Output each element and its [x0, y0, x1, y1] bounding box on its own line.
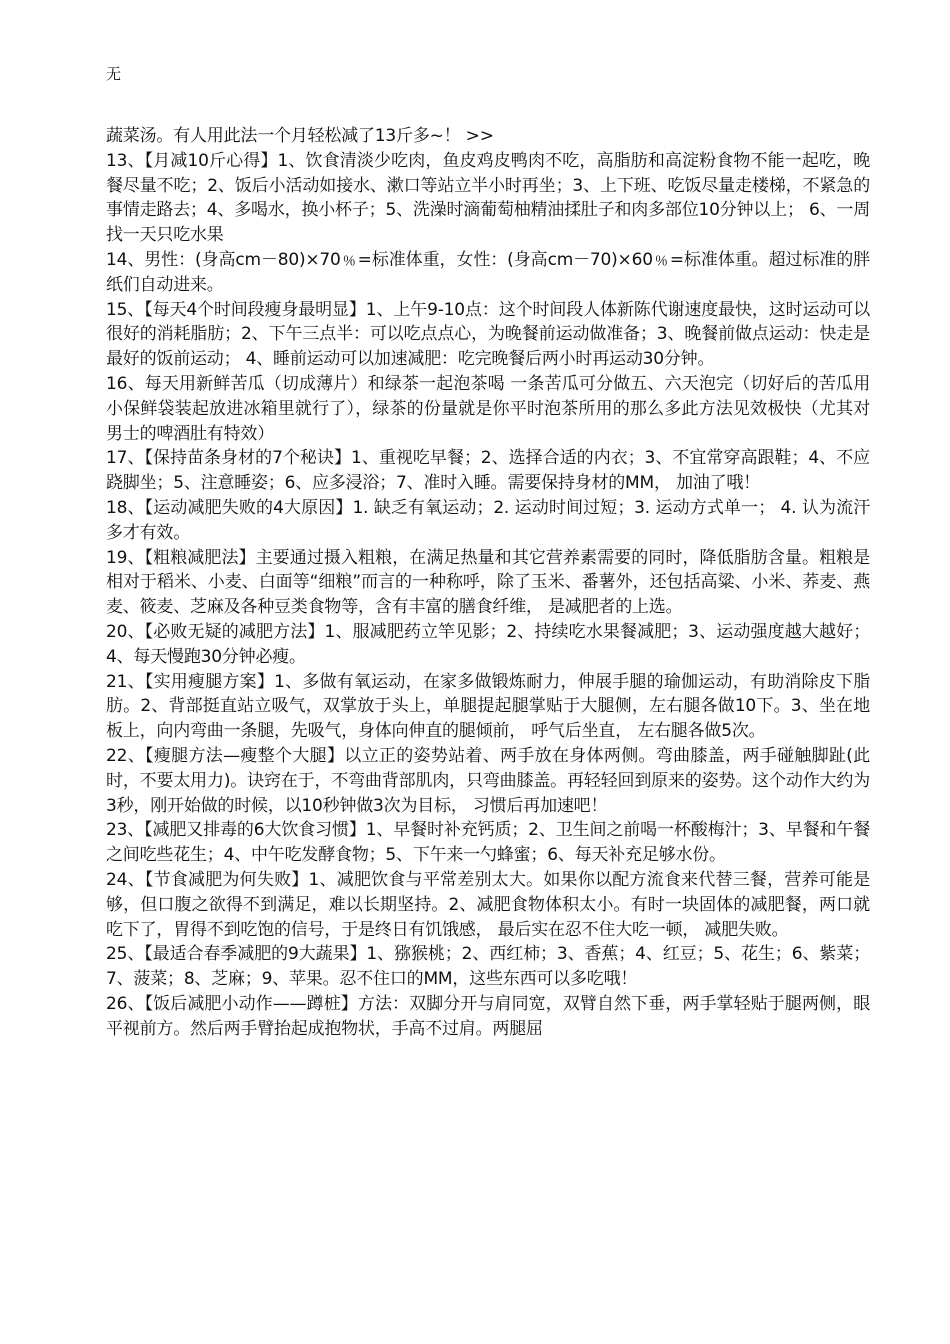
paragraph-19: 19、【粗粮减肥法】主要通过摄入粗粮，在满足热量和其它营养素需要的同时，降低脂肪含量。粗粮是相对于稻米、小麦、白面等“细粮”而言的一种称呼，除了玉米、番薯外，还包括高粱、小米、荞麦、燕麦、筱麦、芝麻及各种豆类食物等，含有丰富的膳食纤维， 是减肥者的上选。	[106, 547, 870, 618]
paragraph-13: 13、【月减10斤心得】1、饮食清淡少吃肉，鱼皮鸡皮鸭肉不吃，高脂肪和高淀粉食物不能一起吃，晚餐尽量不吃；2、饭后小活动如接水、漱口等站立半小时再坐；3、上下班、吃饭尽量走楼梯，不紧急的事情走路去；4、多喝水，换小杯子；5、洗澡时滴葡萄柚精油揉肚子和肉多部位10分钟以上； 6、一周找一天只吃水果	[106, 150, 870, 246]
paragraph-intro: 蔬菜汤。有人用此法一个月轻松减了13斤多~！ >>	[106, 126, 494, 146]
paragraph-24: 24、【节食减肥为何失败】1、减肥饮食与平常差别太大。如果你以配方流食来代替三餐，营养可能是够，但口腹之欲得不到满足，难以长期坚持。2、减肥食物体积太小。有时一块固体的减肥餐，两口就吃下了，胃得不到吃饱的信号，于是终日有饥饿感， 最后实在忍不住大吃一顿， 减肥失败。	[106, 869, 870, 940]
paragraph-23: 23、【减肥又排毒的6大饮食习惯】1、早餐时补充钙质；2、卫生间之前喝一杯酸梅汁；3、早餐和午餐之间吃些花生；4、中午吃发酵食物；5、下午来一勺蜂蜜；6、每天补充足够水份。	[106, 820, 870, 866]
page-header: 无	[106, 65, 122, 83]
paragraph-17: 17、【保持苗条身材的7个秘诀】1、重视吃早餐；2、选择合适的内衣；3、不宜常穿高跟鞋；4、不应跷脚坐；5、注意睡姿；6、应多浸浴；7、准时入睡。需要保持身材的MM， 加油了哦！	[106, 448, 870, 494]
paragraph-16: 16、每天用新鲜苦瓜（切成薄片）和绿茶一起泡茶喝 一条苦瓜可分做五、六天泡完（切好后的苦瓜用小保鲜袋装起放进冰箱里就行了），绿茶的份量就是你平时泡茶所用的那么多此方法见效极快（尤其对男士的啤酒肚有特效）	[106, 373, 870, 444]
paragraph-22: 22、【瘦腿方法—瘦整个大腿】以立正的姿势站着、两手放在身体两侧。弯曲膝盖，两手碰触脚趾(此时，不要太用力)。诀窍在于，不弯曲背部肌肉，只弯曲膝盖。再轻轻回到原来的姿势。这个动作大约为3秒，刚开始做的时候，以10秒钟做3次为目标， 习惯后再加速吧！	[106, 745, 870, 816]
paragraph-21: 21、【实用瘦腿方案】1、多做有氧运动，在家多做锻炼耐力，伸展手腿的瑜伽运动，有助消除皮下脂肪。2、背部挺直站立吸气，双掌放于头上，单腿提起腿掌贴于大腿侧，左右腿各做10下。3、坐在地板上，向内弯曲一条腿，先吸气，身体向伸直的腿倾前， 呼气后坐直， 左右腿各做5次。	[106, 671, 870, 742]
paragraph-25: 25、【最适合春季减肥的9大蔬果】1、猕猴桃；2、西红柿；3、香蕉；4、红豆；5、花生；6、紫菜；7、菠菜；8、芝麻；9、苹果。忍不住口的MM，这些东西可以多吃哦！	[106, 944, 870, 990]
paragraph-18: 18、【运动减肥失败的4大原因】1. 缺乏有氧运动；2. 运动时间过短；3. 运动方式单一； 4. 认为流汗多才有效。	[106, 497, 870, 543]
document-body	[106, 124, 870, 1041]
paragraph-26: 26、【饭后减肥小动作——蹲桩】方法：双脚分开与肩同宽，双臂自然下垂，两手掌轻贴于腿两侧，眼平视前方。然后两手臂抬起成抱物状，手高不过肩。两腿屈	[106, 993, 870, 1039]
paragraph-14: 14、男性：(身高cm－80)×70﹪=标准体重，女性：(身高cm－70)×60﹪=标准体重。超过标准的胖纸们自动进来。	[106, 249, 870, 295]
paragraph-20: 20、【必败无疑的减肥方法】1、服减肥药立竿见影；2、持续吃水果餐减肥；3、运动强度越大越好； 4、每天慢跑30分钟必瘦。	[106, 621, 870, 667]
paragraph-15: 15、【每天4个时间段瘦身最明显】1、上午9-10点：这个时间段人体新陈代谢速度最快，这时运动可以很好的消耗脂肪；2、下午三点半：可以吃点点心，为晚餐前运动做准备；3、晚餐前做点运动：快走是最好的饭前运动； 4、睡前运动可以加速减肥：吃完晚餐后两小时再运动30分钟。	[106, 299, 870, 370]
